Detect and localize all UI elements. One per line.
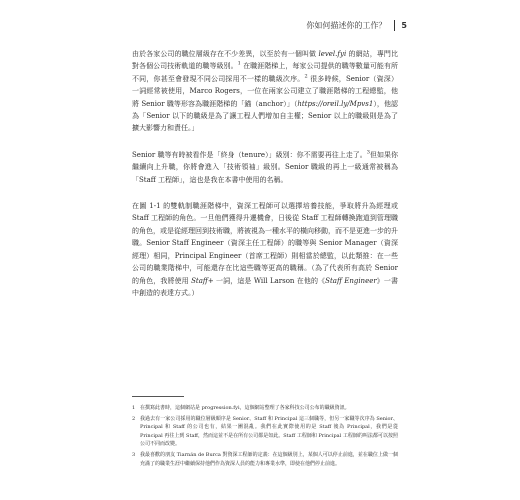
text-run: 很多時候，Senior（資深）一詞經常被使用，Marco Rogers，一位在兩家公司建立了職涯階梯的工程總監，他將 Senior 職等形容為職涯階梯的「錨（anchor）」（ [132,74,398,108]
text-run: 的網站，專門比對各個公司技術軌道的職等級別。 [132,50,398,71]
text-run: https://oreil.ly/Mpvs1 [297,99,374,108]
footnote-number: 3 [132,451,136,458]
text-run: level.fyi [318,50,347,58]
footnote-text: 我過去有一家公司採用的職位層級順序是 Senior、Staff 和 Principal 這三個職等，但另一家職等次序為 Senior、Principal 和 Staff 的公司也有，結果一團混亂。我們在此實際使用的是 Staff 後為 Principal，我們是從 Principal 再往上到 Staff，然而這並不是在所有公司都是如此。Staff 工程師和 Principal 工程師的叫法都可以按照公司不同而改變。 [140,415,398,448]
paragraph [132,200,398,299]
footnote-ref: 2 [304,73,308,80]
text-run: Staff Engineer [325,276,377,285]
text-run: 但如果你繼續向上升職，你將會進入「技術領袖」級別。Senior 職級的再上一級通常被稱為「Staff 工程師」，這也是我在本書中使用的名稱。 [132,150,398,184]
running-header [306,20,407,31]
text-run: ），他認為「Senior 以下的職級是為了讓工程人們增加自主權；Senior 以上的職級則是為了擴大影響力和責任。」 [132,99,399,133]
footnote-number: 2 [132,415,136,422]
footnote [132,415,398,449]
text-run: 一詞，這是 Will Larson 在他的《 [213,276,326,285]
chapter-title: 你如何描述你的工作？ [306,21,387,30]
paragraph [132,149,398,186]
footnote-ref: 3 [366,149,370,156]
text-run: 由於各家公司的職位層級存在不少差異，以至於有一個叫做 [132,50,319,58]
page-number: 5 [401,21,407,30]
text-run: 在職涯階梯上，每家公司提供的職等數量可能有所不同，你甚至會發現不同公司採用不一樣的職級次序。 [132,62,398,83]
footnote-text: 在撰寫此書時，這個網站是 progression.fyi，這個網站整理了各家科技公司公布的職級資訊。 [140,405,350,411]
footnote [132,404,398,413]
footnote-ref: 1 [237,61,241,68]
text-run: Staff+ [191,276,214,285]
body-text [132,48,398,313]
footnote-rule [132,396,184,397]
footnote [132,451,398,468]
footnote-number: 1 [132,405,136,411]
text-run: 在圖 1-1 的雙軌制職涯階梯中，資深工程師可以選擇培養技能，爭取將升為經理或 Staff 工程師的角色。一旦他們獲得升遷機會，日後從 Staff 工程師轉換跑道到管理職的角色，或是從經理回到技術職，將被視為一種水平的橫向移動，而不是更進一步的升職。Senior Staff Engineer（資深主任工程師）的職等與 Senior Manager（資深經理）相同，Principal Engineer（首席工程師）則相當於總監，以此類推：在一些公司的職業階梯中，可能還存在比這些職等更高的職稱。（為了代表所有高於 Senior 的角色，我將使用 [132,202,398,285]
footnote-text: 我最喜歡的朋友 Tiarnán de Burca 對資深工程師的定義：在這個級別上，某個人可以停止前進，並在職位上做一個充滿了的職業生涯中繼續保持他們作為資深人員的能力和專業水準，即使在他們停止前進。 [140,451,398,467]
header-divider [394,20,395,31]
text-run: 》一書中創造的表達方式。） [132,276,398,297]
footnotes [132,404,398,470]
text-run: Senior 職等有時被看作是「終身（tenure）」級別：你不需要再往上走了。 [132,150,367,159]
paragraph [132,48,398,135]
